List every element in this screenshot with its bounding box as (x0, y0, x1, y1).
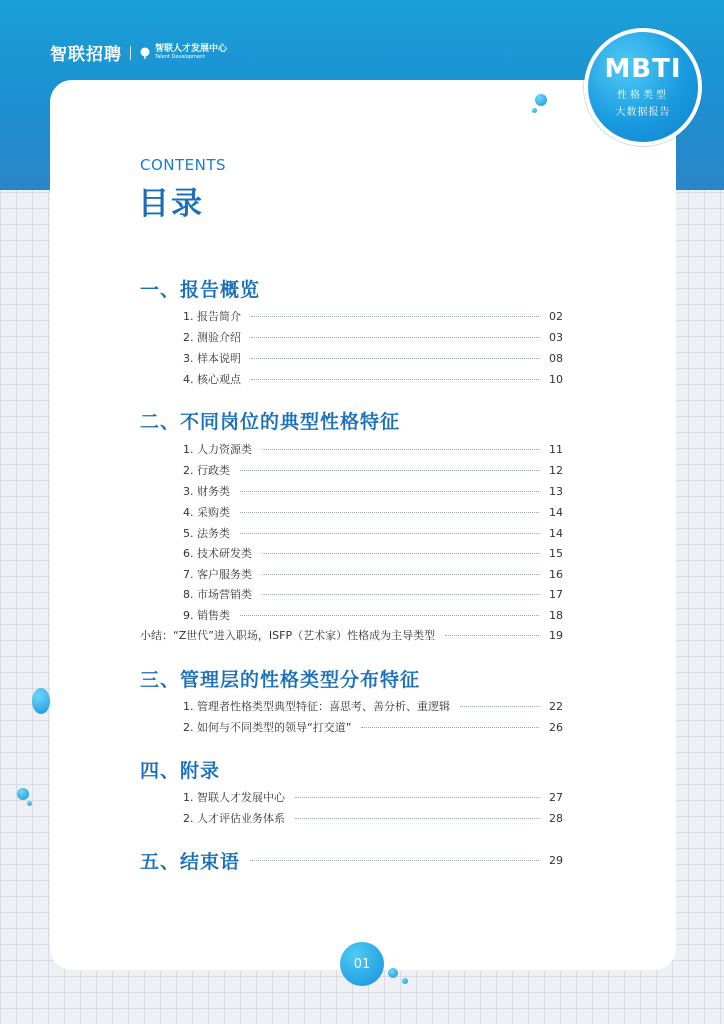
toc-entry-label: 8. 市场营销类 (183, 588, 252, 601)
toc-entry-page: 18 (549, 608, 563, 622)
decor-bubble (535, 94, 547, 106)
dot-leader (251, 358, 539, 359)
mbti-badge (584, 28, 702, 146)
toc-entry-label: 9. 销售类 (183, 609, 230, 622)
dot-leader (240, 615, 539, 616)
dot-leader (240, 491, 539, 492)
dot-leader (445, 635, 539, 636)
toc-entry-page: 17 (549, 587, 563, 601)
toc-entry-label: 7. 客户服务类 (183, 568, 252, 581)
toc-entry[interactable] (183, 441, 563, 457)
decor-bubble (532, 108, 537, 113)
toc-entry-label: 4. 采购类 (183, 506, 230, 519)
toc-entry-page: 14 (549, 505, 563, 519)
badge-line-1: 性格类型 (617, 90, 669, 101)
toc-entry-label: 3. 财务类 (183, 485, 230, 498)
decor-bubble (402, 978, 408, 984)
dot-leader (240, 512, 539, 513)
header-logos (50, 40, 227, 65)
decor-bubble (32, 688, 50, 714)
dot-leader (460, 706, 539, 707)
dot-leader (262, 594, 539, 595)
toc-entry[interactable] (183, 719, 563, 735)
brand-logo: 智联招聘 (50, 45, 122, 65)
toc-entry-page: 28 (549, 811, 563, 825)
dot-leader (250, 860, 539, 861)
dot-leader (262, 574, 539, 575)
toc-entry-label: 2. 测验介绍 (183, 331, 241, 344)
dot-leader (251, 337, 539, 338)
toc-entry-page: 03 (549, 330, 563, 344)
decor-bubble (27, 801, 32, 806)
toc-entry[interactable] (183, 371, 563, 387)
toc-entry[interactable] (183, 350, 563, 366)
toc-entry-page: 02 (549, 309, 563, 323)
toc-entry-label: 2. 人才评估业务体系 (183, 812, 285, 825)
toc-entry[interactable] (183, 504, 563, 520)
toc-entry-page: 13 (549, 484, 563, 498)
badge-line-2: 大数据报告 (615, 107, 671, 118)
toc-entry-label: 2. 如何与不同类型的领导“打交道” (183, 721, 352, 734)
toc-entry-page: 11 (549, 442, 563, 456)
toc-entry-label: 1. 管理者性格类型典型特征：喜思考、善分析、重逻辑 (183, 700, 450, 713)
tree-icon (139, 47, 151, 59)
toc-entry-label: 4. 核心观点 (183, 373, 241, 386)
toc-entry-page: 15 (549, 546, 563, 560)
decor-bubble (388, 968, 398, 978)
toc-entry[interactable] (183, 462, 563, 478)
dot-leader (251, 379, 539, 380)
dot-leader (240, 470, 539, 471)
badge-title: MBTI (604, 54, 682, 84)
toc-entry-label: 3. 样本说明 (183, 352, 241, 365)
section-title: 四、附录 (140, 760, 221, 782)
toc-entry[interactable] (140, 627, 563, 643)
dot-leader (262, 553, 539, 554)
toc-entry-page: 26 (549, 720, 563, 734)
toc-entry-label: 5. 法务类 (183, 527, 230, 540)
toc-entry-label: 1. 人力资源类 (183, 443, 252, 456)
toc-entry-page: 12 (549, 463, 563, 477)
toc-entry-page: 10 (549, 372, 563, 386)
toc-entry-page: 16 (549, 567, 563, 581)
dot-leader (295, 797, 539, 798)
toc-entry[interactable] (183, 810, 563, 826)
toc-entry-label: 6. 技术研发类 (183, 547, 252, 560)
dot-leader (262, 449, 539, 450)
toc-entry[interactable] (183, 607, 563, 623)
section-title: 五、结束语 (140, 851, 241, 873)
toc-entry-label: 1. 智联人才发展中心 (183, 791, 285, 804)
toc-entry-page: 29 (549, 854, 563, 867)
toc-entry-page: 22 (549, 699, 563, 713)
dot-leader (251, 316, 539, 317)
sub-brand-name: 智联人才发展中心 (155, 44, 228, 54)
toc-entry[interactable] (183, 789, 563, 805)
toc-entry[interactable] (183, 698, 563, 714)
page-number: 01 (340, 942, 384, 986)
dot-leader (240, 533, 539, 534)
toc-entry[interactable] (183, 483, 563, 499)
toc-entry-page: 19 (549, 628, 563, 642)
dot-leader (295, 818, 539, 819)
sub-brand-logo (139, 45, 227, 60)
toc-entry-label: 小结：“Z世代”进入职场，ISFP（艺术家）性格成为主导类型 (140, 629, 436, 642)
toc-entry[interactable] (183, 586, 563, 602)
contents-heading-en: CONTENTS (140, 156, 227, 174)
contents-heading: 目录 (138, 186, 204, 222)
dot-leader (361, 727, 539, 728)
section-title: 三、管理层的性格类型分布特征 (140, 669, 421, 691)
logo-divider (130, 46, 131, 60)
toc-entry-page: 14 (549, 526, 563, 540)
toc-entry-label: 2. 行政类 (183, 464, 230, 477)
toc-entry[interactable] (183, 525, 563, 541)
toc-entry[interactable] (183, 545, 563, 561)
toc-entry[interactable] (183, 566, 563, 582)
toc-entry[interactable] (183, 308, 563, 324)
toc-entry-label: 1. 报告简介 (183, 310, 241, 323)
toc-entry-closing[interactable] (140, 847, 563, 874)
section-title: 一、报告概览 (140, 279, 261, 301)
decor-bubble (17, 788, 29, 800)
section-title: 二、不同岗位的典型性格特征 (140, 411, 401, 433)
toc-entry-page: 27 (549, 790, 563, 804)
sub-brand-english: Talent Development (155, 54, 206, 60)
toc-entry[interactable] (183, 329, 563, 345)
toc-entry-page: 08 (549, 351, 563, 365)
